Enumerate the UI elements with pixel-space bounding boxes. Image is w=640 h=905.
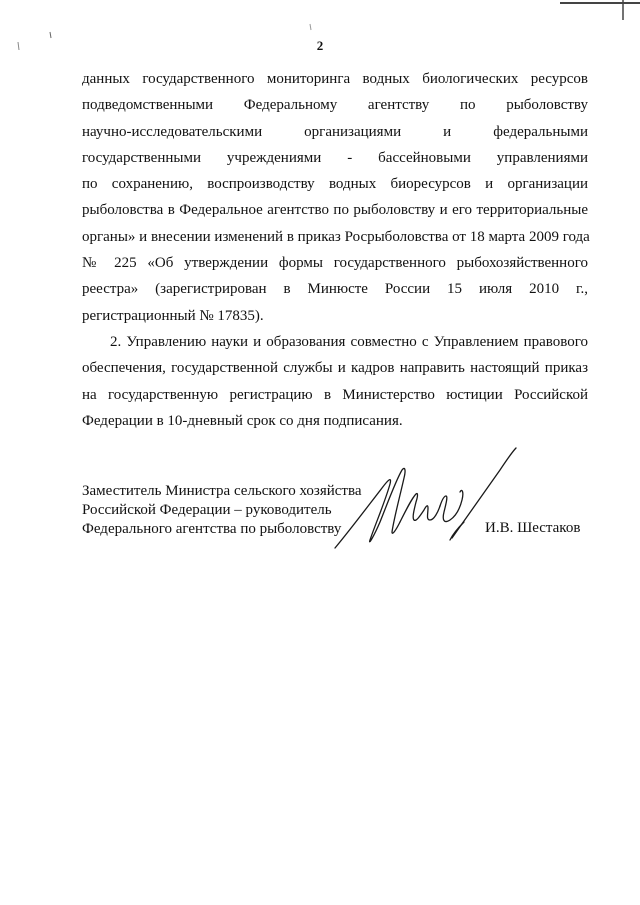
page-number: 2 <box>316 38 324 53</box>
position-line: Заместитель Министра сельского хозяйства <box>82 483 362 499</box>
body-line: реестра» (зарегистрирован в Минюсте России 15 июля 2010 г., <box>82 281 588 298</box>
handwritten-signature <box>330 440 530 560</box>
body-line: государственными учреждениями - бассейновыми управлениями <box>82 149 588 166</box>
signer-name: И.В. Шестаков <box>485 520 581 536</box>
body-line: № 225 «Об утверждении формы государственного рыбохозяйственного <box>82 255 588 272</box>
body-line: регистрационный № 17835). <box>82 307 264 324</box>
body-line: данных государственного мониторинга водных биологических ресурсов <box>82 71 588 87</box>
body-line: подведомственными Федеральному агентству по рыболовству <box>82 97 588 114</box>
body-line: рыболовства в Федеральное агентство по рыболовству и его территориальные <box>82 202 588 219</box>
scan-speck <box>40 30 60 50</box>
position-line: Российской Федерации – руководитель <box>82 502 332 518</box>
paragraph-2-line: обеспечения, государственной службы и кадров направить настоящий приказ <box>82 360 588 377</box>
body-line: органы» и внесении изменений в приказ Росрыболовства от 18 марта 2009 года <box>82 228 590 245</box>
paragraph-2-line: 2. Управлению науки и образования совместно с Управлением правового <box>110 333 588 350</box>
scan-edge-line <box>560 0 640 6</box>
position-line: Федерального агентства по рыболовству <box>82 521 342 537</box>
scan-speck <box>6 40 26 60</box>
body-line: по сохранению, воспроизводству водных биоресурсов и организации <box>82 176 588 193</box>
body-line: научно-исследовательскими организациями и федеральными <box>82 123 588 140</box>
scan-edge-line <box>620 0 626 20</box>
paragraph-2-line: Федерации в 10-дневный срок со дня подписания. <box>82 412 403 429</box>
scan-speck <box>300 20 320 40</box>
paragraph-2-line: на государственную регистрацию в Министерство юстиции Российской <box>82 386 588 403</box>
document-body <box>82 66 588 434</box>
